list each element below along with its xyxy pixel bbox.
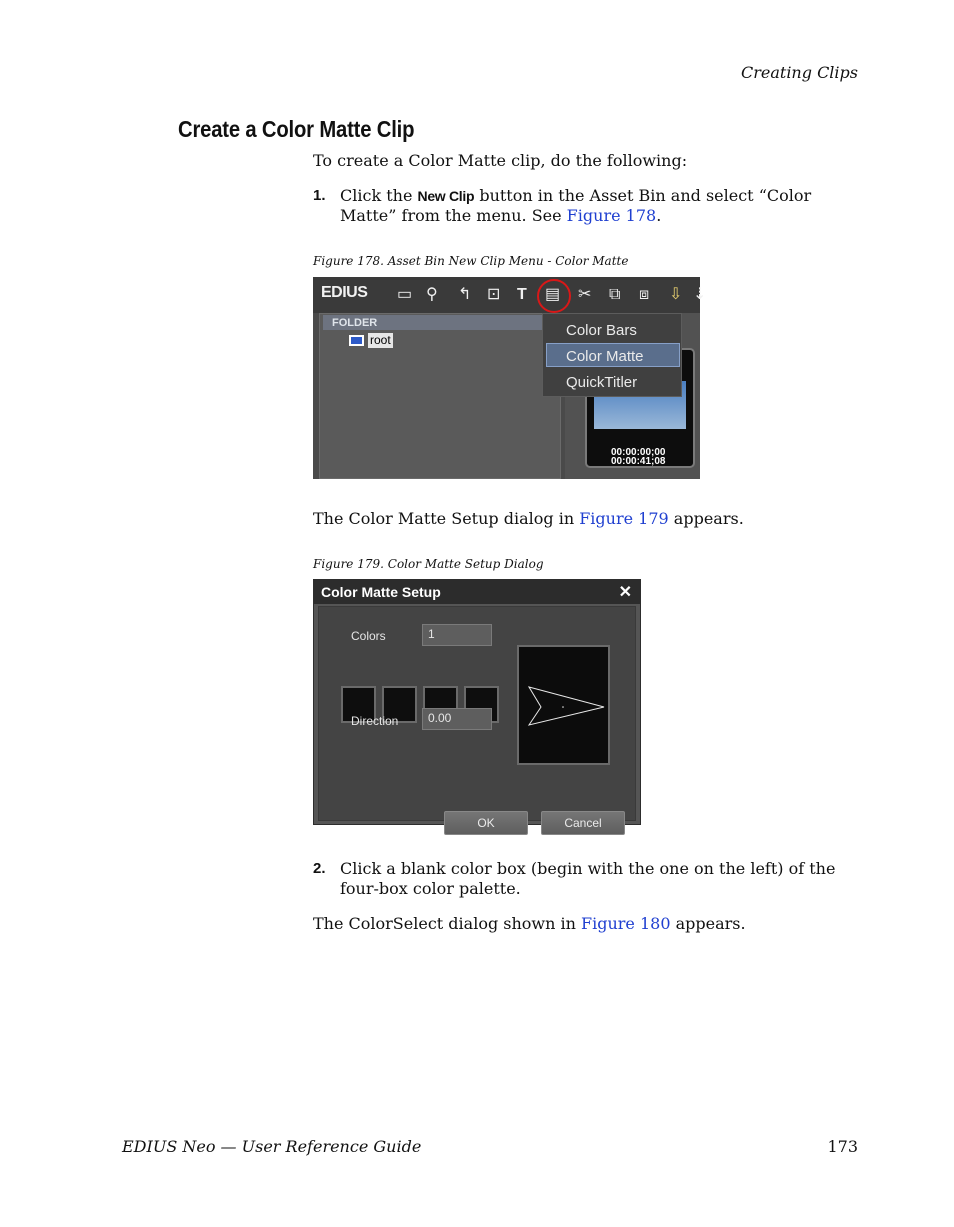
- figure-179-caption: Figure 179. Color Matte Setup Dialog: [313, 557, 544, 571]
- paste-icon[interactable]: ⧈: [639, 286, 650, 303]
- colors-label: Colors: [351, 629, 386, 643]
- copy-icon[interactable]: ⧉: [609, 286, 621, 303]
- edius-logo: EDIUS: [321, 284, 368, 301]
- step-text: Click a blank color box (begin with the one on the left) of the four-box color palette.: [340, 859, 836, 898]
- step-number: 1.: [313, 187, 326, 204]
- menu-item-color-bars[interactable]: Color Bars: [566, 322, 637, 339]
- color-matte-setup-dialog: [313, 579, 641, 830]
- figure-180-link[interactable]: Figure 180: [581, 914, 671, 933]
- step-text: Click the New Clip button in the Asset Bin and select “Color Matte” from the menu. See Figure 178.: [340, 186, 812, 225]
- direction-preview[interactable]: [517, 645, 610, 765]
- footer-title: EDIUS Neo — User Reference Guide: [122, 1137, 422, 1156]
- cut-icon[interactable]: ✂: [578, 286, 592, 303]
- section-title: Create a Color Matte Clip: [178, 116, 415, 142]
- dialog-title: Color Matte Setup: [321, 584, 441, 600]
- title-icon[interactable]: T: [517, 286, 527, 303]
- step-1: [313, 186, 873, 228]
- insert-icon[interactable]: ⇩: [669, 286, 683, 303]
- root-folder-icon: [349, 335, 364, 346]
- page-number: 173: [827, 1137, 858, 1156]
- search-icon[interactable]: ⚲: [426, 286, 438, 303]
- more-icon[interactable]: ⇣: [693, 286, 707, 303]
- dialog-body: [318, 606, 636, 830]
- timecode-in: 00:00:00;00: [611, 447, 666, 458]
- add-bin-icon[interactable]: ⊡: [487, 286, 501, 303]
- folder-icon[interactable]: ▭: [397, 286, 413, 303]
- step-2: [313, 859, 873, 901]
- intro-paragraph: To create a Color Matte clip, do the following:: [313, 151, 688, 170]
- running-header: Creating Clips: [740, 63, 858, 82]
- new-clip-ui-label: New Clip: [417, 188, 475, 204]
- new-clip-menu: [542, 313, 682, 397]
- ok-button[interactable]: OK: [444, 811, 528, 835]
- figure-180-paragraph: The ColorSelect dialog shown in Figure 180 appears.: [313, 914, 746, 933]
- step-number: 2.: [313, 860, 326, 877]
- figure-178-link[interactable]: Figure 178: [566, 206, 657, 225]
- direction-arrow-icon: [519, 647, 608, 763]
- timecode-duration: 00:00:41;08: [611, 456, 666, 467]
- root-folder-item[interactable]: root: [370, 333, 391, 347]
- colors-field[interactable]: 1: [422, 624, 492, 646]
- direction-label: Direction: [351, 714, 399, 728]
- close-icon[interactable]: ✕: [618, 584, 632, 601]
- new-clip-icon[interactable]: ▤: [545, 286, 561, 303]
- figure-178-caption: Figure 178. Asset Bin New Clip Menu - Color Matte: [313, 254, 629, 268]
- figure-178-screenshot: [313, 277, 707, 479]
- folder-header-label: FOLDER: [332, 317, 378, 329]
- figure-179-paragraph: The Color Matte Setup dialog in Figure 179 appears.: [313, 509, 744, 528]
- up-icon[interactable]: ↰: [458, 286, 472, 303]
- menu-item-color-matte[interactable]: Color Matte: [566, 348, 644, 365]
- menu-item-quicktitler[interactable]: QuickTitler: [566, 374, 638, 391]
- figure-179-link[interactable]: Figure 179: [579, 509, 669, 528]
- cancel-button[interactable]: Cancel: [541, 811, 625, 835]
- direction-field[interactable]: 0.00: [422, 708, 492, 730]
- highlight-ring: [537, 279, 571, 313]
